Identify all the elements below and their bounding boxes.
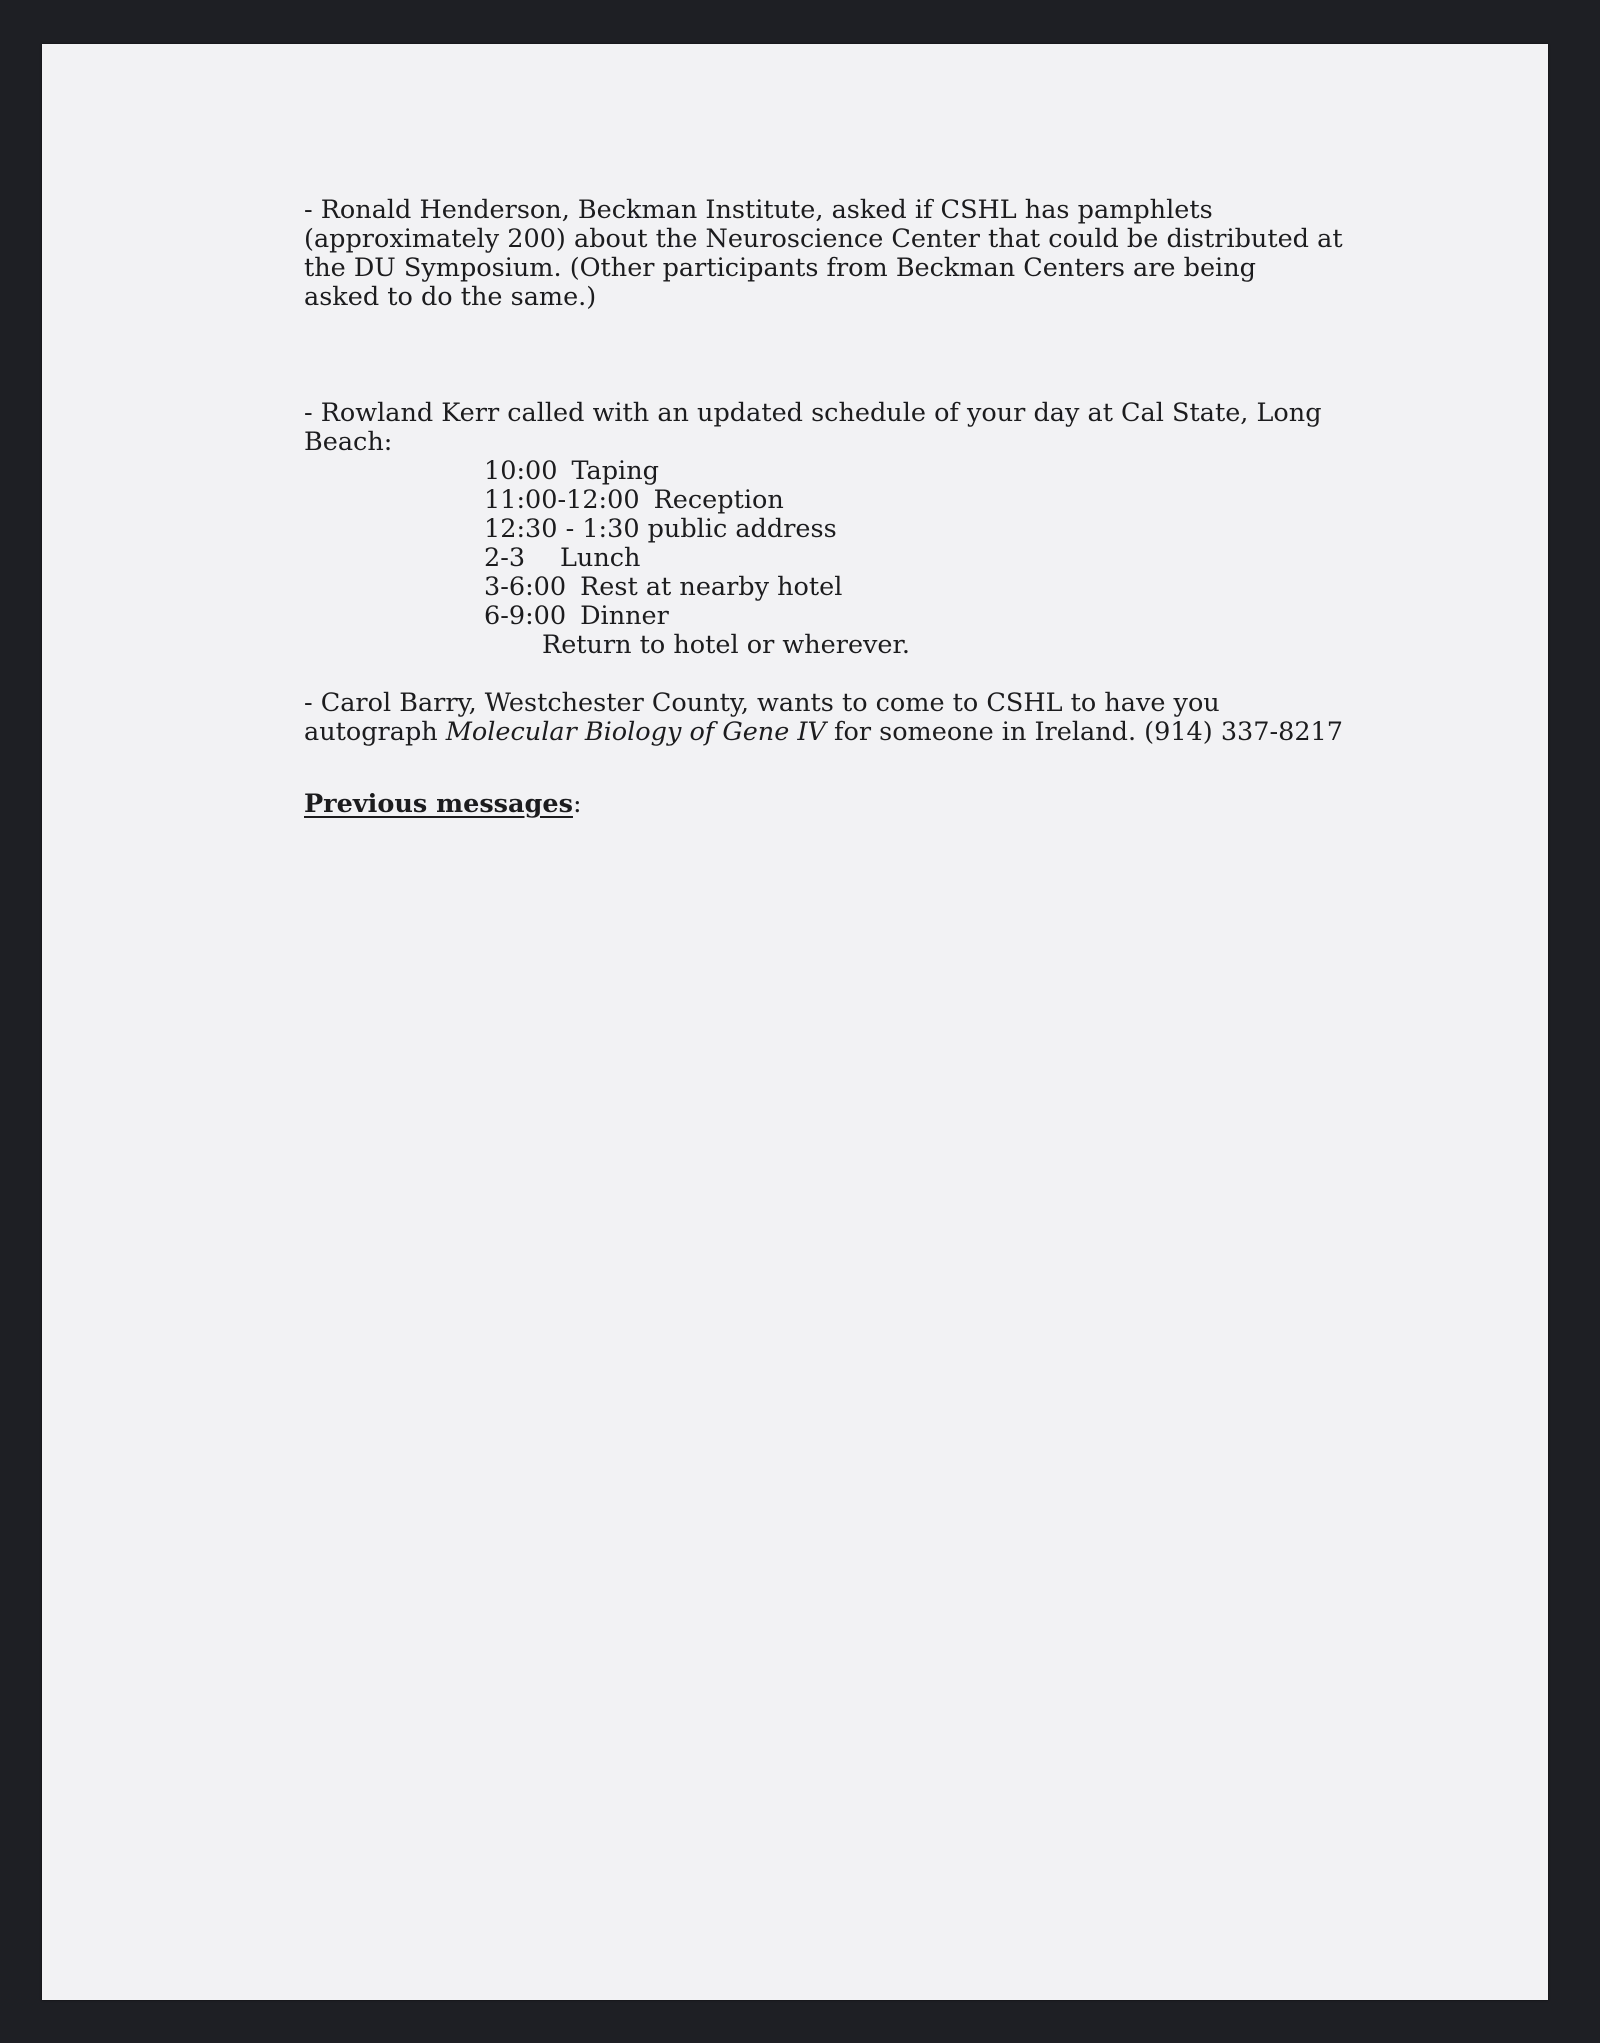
- message-barry-suffix: for someone in Ireland. (914) 337-8217: [825, 717, 1344, 747]
- spacer: [304, 747, 1364, 790]
- schedule-list: [304, 457, 1364, 660]
- message-kerr: - Rowland Kerr called with an updated schedule of your day at Cal State, Long Beach:: [304, 398, 1322, 457]
- schedule-time: 11:00-12:00: [484, 485, 640, 515]
- schedule-time: 2-3: [484, 543, 526, 573]
- message-barry-line2: [304, 718, 1364, 747]
- schedule-row: [484, 486, 1364, 515]
- previous-messages-heading: Previous messages: [304, 789, 573, 819]
- schedule-row: [484, 515, 1364, 544]
- message-barry-prefix: autograph: [304, 717, 446, 747]
- previous-messages-colon: :: [572, 789, 582, 819]
- schedule-event: Rest at nearby hotel: [580, 572, 843, 602]
- schedule-event: Dinner: [580, 601, 669, 631]
- schedule-row: [484, 457, 1364, 486]
- message-barry-line1: - Carol Barry, Westchester County, wants to come to CSHL to have you: [304, 688, 1220, 718]
- schedule-row: [484, 602, 1364, 631]
- schedule-time: 3-6:00: [484, 572, 567, 602]
- spacer: [304, 312, 1364, 399]
- schedule-closing: Return to hotel or wherever.: [542, 630, 911, 660]
- schedule-event: public address: [647, 514, 837, 544]
- schedule-time: 12:30 - 1:30: [484, 514, 640, 544]
- book-title: Molecular Biology of Gene IV: [445, 717, 826, 747]
- schedule-event: Lunch: [560, 543, 641, 573]
- schedule-row: [484, 544, 1364, 573]
- spacer: [304, 660, 1364, 689]
- memo-body: [304, 196, 1364, 819]
- schedule-event: Taping: [571, 456, 659, 486]
- message-henderson: - Ronald Henderson, Beckman Institute, asked if CSHL has pamphlets (approximately 200) about the Neuroscience Center that could be distributed at the DU Symposium. (Other participants from Beckman Centers are being asked to do the same.): [304, 195, 1343, 312]
- previous-messages: [304, 790, 1364, 819]
- schedule-event: Reception: [653, 485, 784, 515]
- document-page: [42, 44, 1548, 2000]
- schedule-time: 10:00: [484, 456, 558, 486]
- message-barry: [304, 689, 1364, 747]
- schedule-row: [484, 573, 1364, 602]
- schedule-time: 6-9:00: [484, 601, 567, 631]
